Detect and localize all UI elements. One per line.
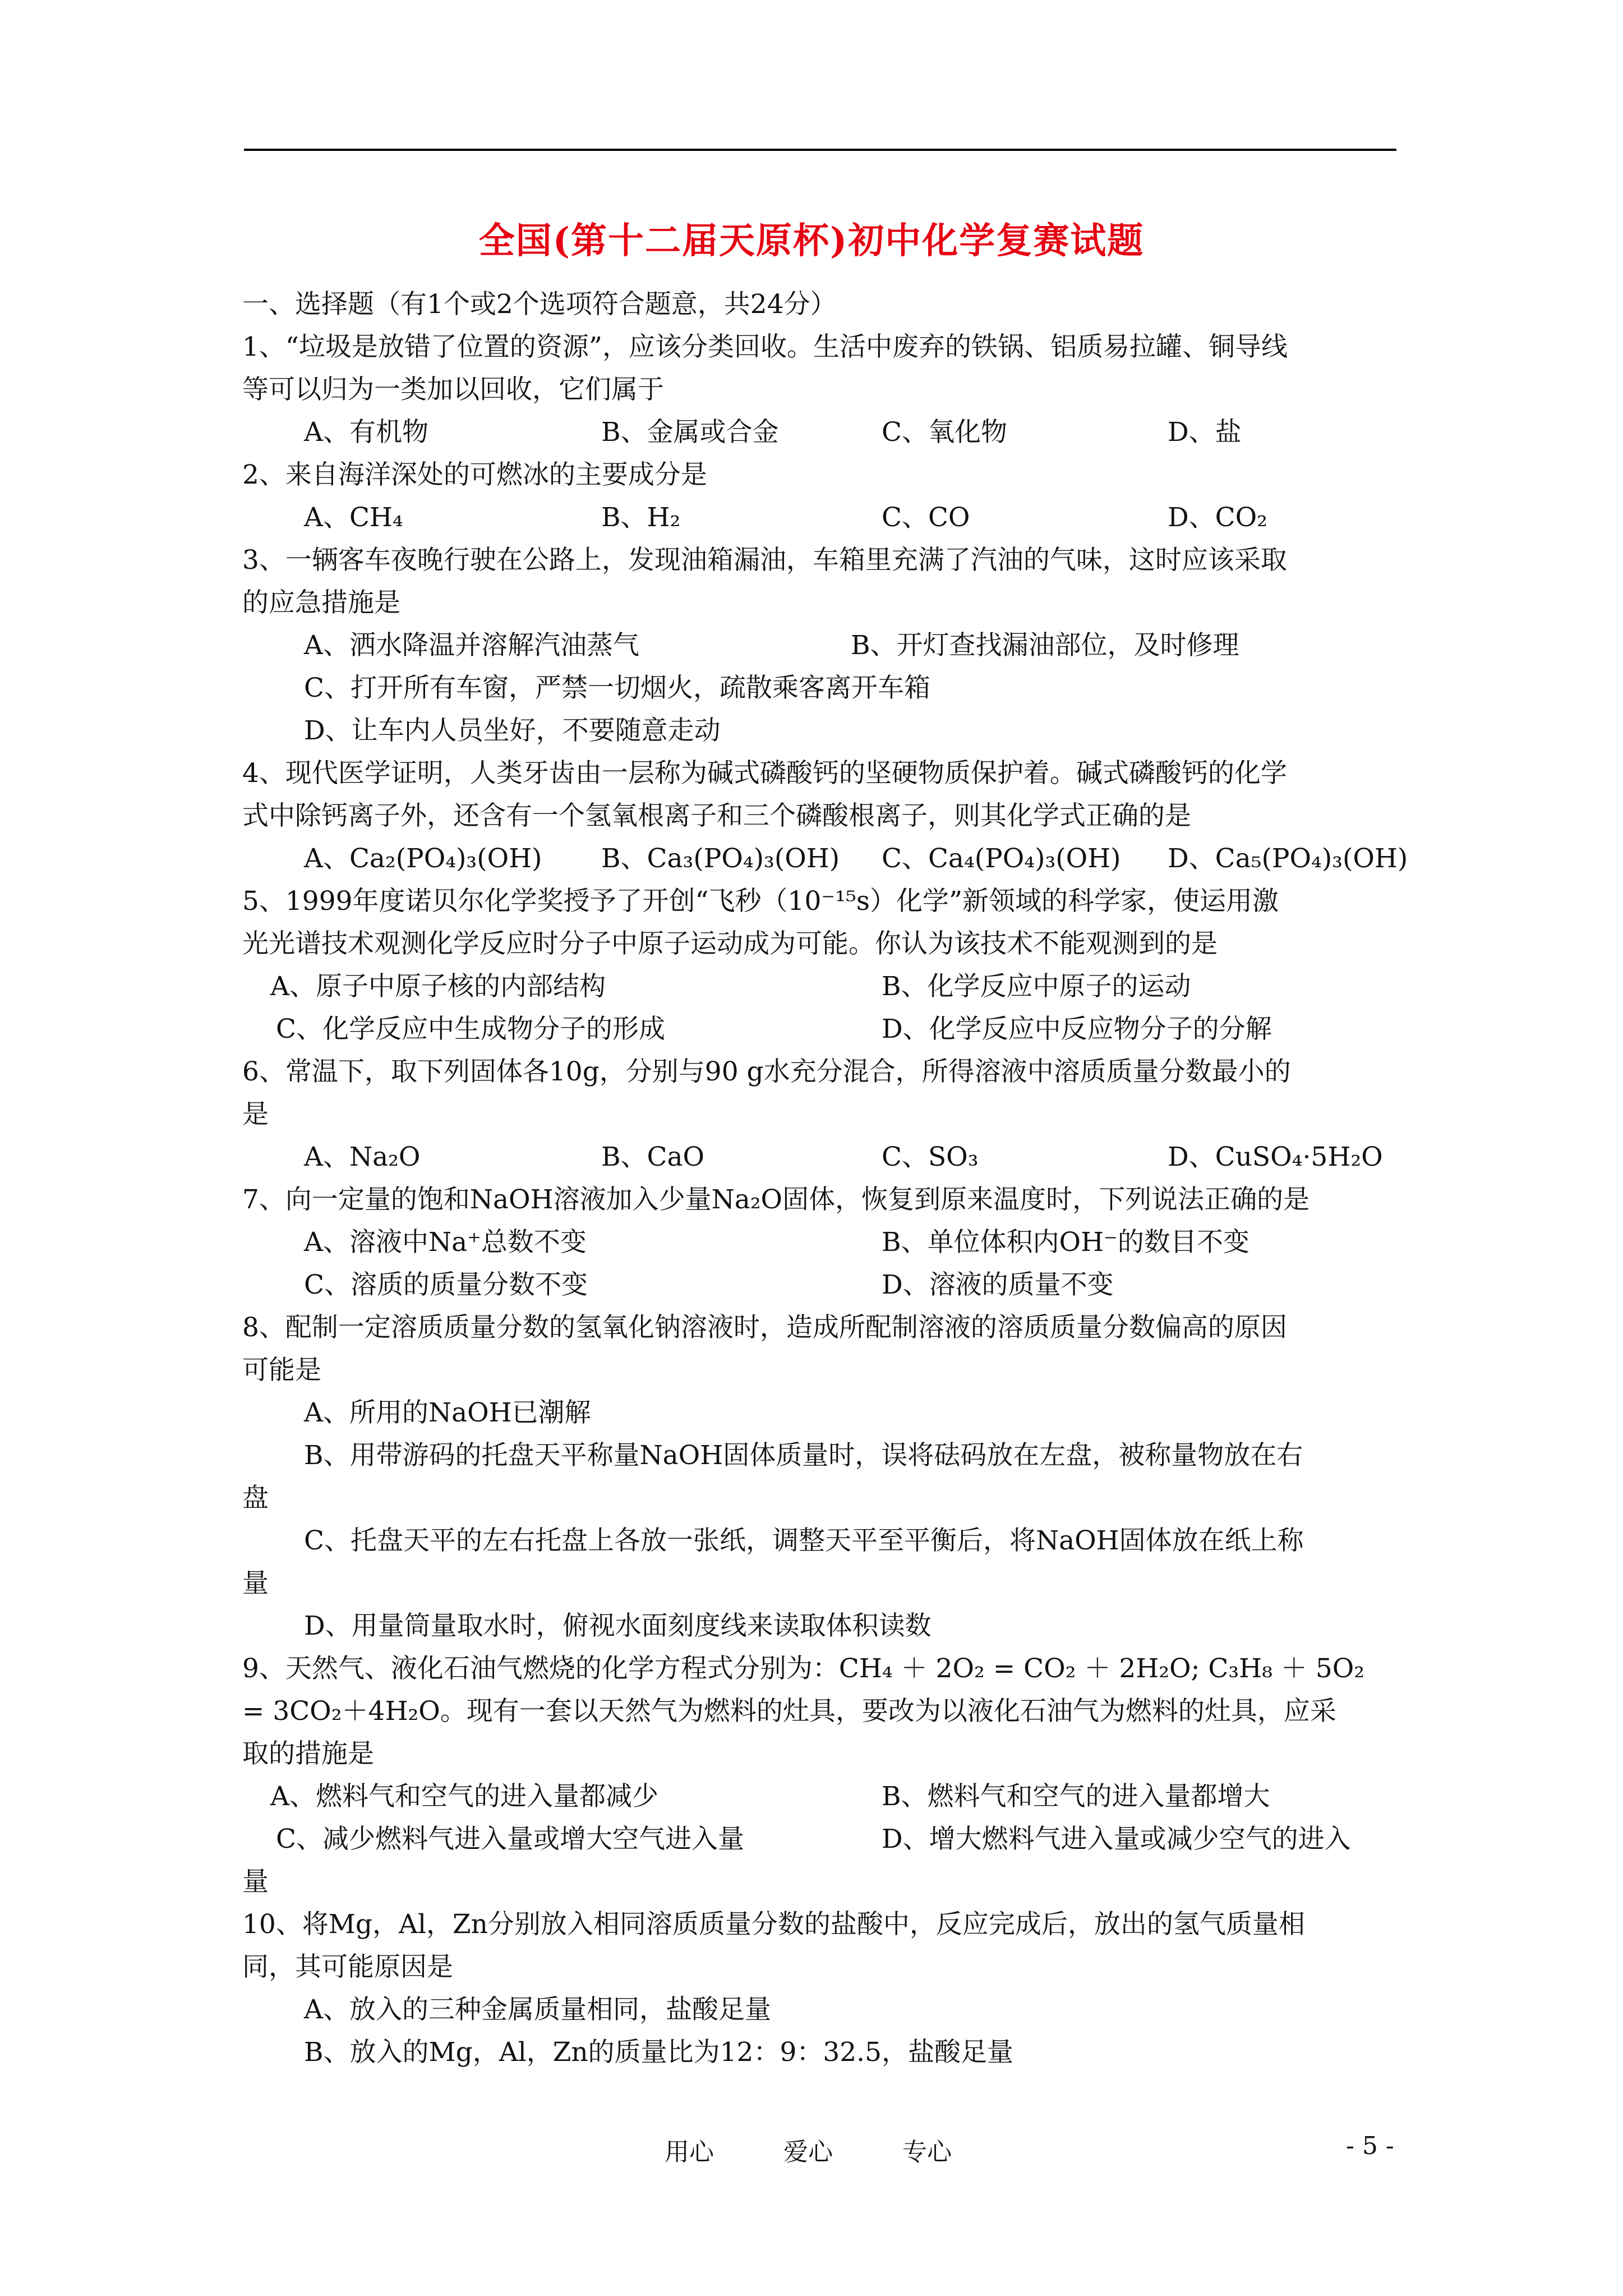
document-body — [242, 283, 1408, 2074]
option-c: C、托盘天平的左右托盘上各放一张纸，调整天平至平衡后，将NaOH固体放在纸上称 — [304, 1525, 1304, 1556]
option-d: D、CO₂ — [1168, 502, 1268, 533]
question-stem: 是 — [242, 1099, 269, 1130]
option-c: C、Ca₄(PO₄)₃(OH) — [882, 843, 1121, 874]
section-heading: 一、选择题（有1个或2个选项符合题意，共24分） — [242, 289, 837, 320]
option-row — [242, 1775, 1398, 1818]
option-b: B、CaO — [601, 1142, 705, 1172]
option-row — [242, 624, 1398, 667]
option-row — [242, 496, 1398, 539]
question-stem: 6、常温下，取下列固体各10g，分别与90 g水充分混合，所得溶液中溶质质量分数最小的 — [242, 1056, 1291, 1087]
question-stem: 式中除钙离子外，还含有一个氢氧根离子和三个磷酸根离子，则其化学式正确的是 — [242, 800, 1191, 831]
option-row — [242, 411, 1398, 454]
option-b: B、开灯查找漏油部位，及时修理 — [851, 630, 1239, 661]
option-row — [242, 1818, 1398, 1861]
question-stem: 光光谱技术观测化学反应时分子中原子运动成为可能。你认为该技术不能观测到的是 — [242, 928, 1218, 959]
option-row — [242, 1136, 1398, 1179]
option-a: A、原子中原子核的内部结构 — [270, 971, 606, 1002]
option-a: A、Na₂O — [304, 1142, 421, 1172]
question-stem: 9、天然气、液化石油气燃烧的化学方程式分别为：CH₄ ＋ 2O₂ = CO₂ ＋ 2H₂O; C₃H₈ ＋ 5O₂ — [242, 1653, 1365, 1684]
option-d: D、化学反应中反应物分子的分解 — [882, 1014, 1272, 1045]
question-3 — [242, 539, 1398, 752]
question-stem: 8、配制一定溶质质量分数的氢氧化钠溶液时，造成所配制溶液的溶质质量分数偏高的原因 — [242, 1312, 1287, 1343]
question-stem: 同，其可能原因是 — [242, 1952, 453, 1982]
question-8 — [242, 1306, 1398, 1648]
option-d-continued: 量 — [242, 1866, 269, 1897]
option-c: C、CO — [882, 502, 970, 533]
option-b: B、H₂ — [601, 502, 681, 533]
question-2 — [242, 454, 1398, 539]
question-stem: 5、1999年度诺贝尔化学奖授予了开创“飞秒（10⁻¹⁵s）化学”新领域的科学家，使运用激 — [242, 886, 1279, 917]
option-b: B、化学反应中原子的运动 — [882, 971, 1191, 1002]
option-row — [242, 965, 1398, 1008]
option-d: D、增大燃料气进入量或减少空气的进入 — [882, 1824, 1351, 1855]
option-row — [242, 1221, 1398, 1264]
page-number: - 5 - — [1346, 2132, 1394, 2160]
option-a: A、CH₄ — [304, 502, 403, 533]
option-d: D、让车内人员坐好，不要随意走动 — [304, 715, 721, 746]
question-stem: 可能是 — [242, 1355, 321, 1386]
option-b: B、放入的Mg，Al，Zn的质量比为12：9：32.5，盐酸足量 — [304, 2037, 1014, 2068]
option-a: A、燃料气和空气的进入量都减少 — [270, 1781, 658, 1812]
footer-motto — [665, 2132, 1013, 2168]
option-c: C、打开所有车窗，严禁一切烟火，疏散乘客离开车箱 — [304, 673, 930, 703]
option-a: A、有机物 — [304, 417, 428, 448]
option-a: A、放入的三种金属质量相同，盐酸足量 — [304, 1994, 771, 2025]
option-c: C、SO₃ — [882, 1142, 979, 1172]
question-7 — [242, 1179, 1398, 1306]
header-rule — [244, 149, 1396, 151]
question-stem: 3、一辆客车夜晚行驶在公路上，发现油箱漏油，车箱里充满了汽油的气味，这时应该采取 — [242, 545, 1287, 576]
question-stem: 取的措施是 — [242, 1738, 374, 1769]
question-stem: = 3CO₂＋4H₂O。现有一套以天然气为燃料的灶具，要改为以液化石油气为燃料的灶具，应采 — [242, 1696, 1336, 1727]
question-1 — [242, 326, 1398, 454]
option-d: D、Ca₅(PO₄)₃(OH) — [1168, 843, 1408, 874]
option-b: B、Ca₃(PO₄)₃(OH) — [601, 843, 840, 874]
option-c: C、化学反应中生成物分子的形成 — [276, 1014, 665, 1045]
option-row — [242, 1264, 1398, 1306]
page-title: 全国(第十二届天原杯)初中化学复赛试题 — [478, 220, 1145, 262]
question-stem: 4、现代医学证明，人类牙齿由一层称为碱式磷酸钙的坚硬物质保护着。碱式磷酸钙的化学 — [242, 758, 1287, 789]
question-9 — [242, 1648, 1398, 1903]
question-stem: 2、来自海洋深处的可燃冰的主要成分是 — [242, 459, 707, 490]
footer-motto-3: 专心 — [902, 2138, 952, 2166]
footer-motto-2: 爱心 — [783, 2138, 833, 2166]
option-b: B、燃料气和空气的进入量都增大 — [882, 1781, 1270, 1812]
question-5 — [242, 880, 1398, 1051]
option-b-continued: 盘 — [242, 1483, 269, 1513]
option-d: D、CuSO₄·5H₂O — [1168, 1142, 1383, 1172]
question-stem: 7、向一定量的饱和NaOH溶液加入少量Na₂O固体，恢复到原来温度时，下列说法正确的是 — [242, 1184, 1310, 1215]
option-c-continued: 量 — [242, 1568, 269, 1599]
option-row — [242, 838, 1408, 880]
footer-motto-1: 用心 — [665, 2138, 714, 2166]
option-d: D、溶液的质量不变 — [882, 1269, 1114, 1300]
option-d: D、用量筒量取水时，俯视水面刻度线来读取体积读数 — [304, 1611, 932, 1641]
option-c: C、溶质的质量分数不变 — [304, 1269, 588, 1300]
option-b: B、金属或合金 — [601, 417, 779, 448]
question-10 — [242, 1903, 1398, 2074]
option-b: B、用带游码的托盘天平称量NaOH固体质量时，误将砝码放在左盘，被称量物放在右 — [304, 1440, 1303, 1471]
option-c: C、氧化物 — [882, 417, 1007, 448]
option-a: A、Ca₂(PO₄)₃(OH) — [304, 843, 542, 874]
question-6 — [242, 1051, 1398, 1179]
option-d: D、盐 — [1168, 417, 1242, 448]
option-b: B、单位体积内OH⁻的数目不变 — [882, 1227, 1249, 1258]
option-a: A、洒水降温并溶解汽油蒸气 — [304, 630, 639, 661]
question-stem: 1、“垃圾是放错了位置的资源”，应该分类回收。生活中废弃的铁锅、铝质易拉罐、铜导线 — [242, 332, 1288, 362]
question-stem: 等可以归为一类加以回收，它们属于 — [242, 374, 664, 405]
question-stem: 的应急措施是 — [242, 587, 400, 618]
question-stem: 10、将Mg，Al，Zn分别放入相同溶质质量分数的盐酸中，反应完成后，放出的氢气质量相 — [242, 1909, 1305, 1940]
question-4 — [242, 752, 1408, 880]
option-a: A、所用的NaOH已潮解 — [304, 1397, 591, 1428]
option-row — [242, 1008, 1398, 1051]
option-c: C、减少燃料气进入量或增大空气进入量 — [276, 1824, 744, 1855]
option-a: A、溶液中Na⁺总数不变 — [304, 1227, 587, 1258]
